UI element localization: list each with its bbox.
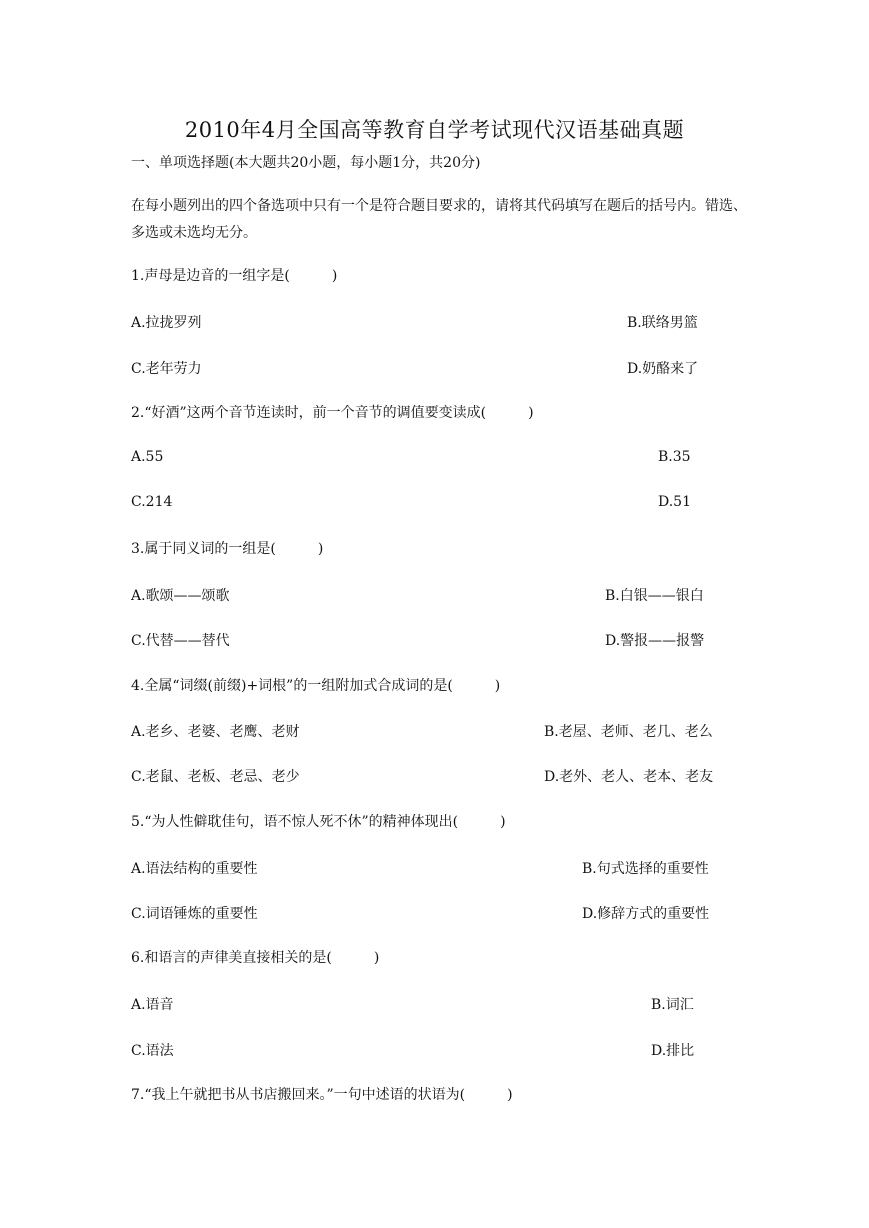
question-1-stem: 1.声母是边音的一组字是( ): [131, 268, 338, 284]
question-3-option-c: C.代替——替代: [131, 633, 230, 649]
question-4-option-c: C.老鼠、老板、老忌、老少: [131, 769, 300, 785]
question-6-option-b: B.词汇: [651, 997, 694, 1013]
question-5-stem: 5.“为人性僻耽佳句，语不惊人死不休”的精神体现出( ): [131, 814, 506, 830]
question-5-option-c: C.词语锤炼的重要性: [131, 906, 258, 922]
question-2-option-d: D.51: [658, 494, 691, 510]
question-2-stem: 2.“好酒”这两个音节连读时，前一个音节的调值要变读成( ): [131, 405, 534, 421]
question-2-option-c: C.214: [131, 494, 173, 510]
question-6-option-c: C.语法: [131, 1043, 174, 1059]
question-5-option-a: A.语法结构的重要性: [131, 861, 258, 877]
question-3-option-b: B.白银——银白: [605, 588, 704, 604]
question-1-option-a: A.拉拢罗列: [131, 315, 202, 331]
question-5-option-d: D.修辞方式的重要性: [582, 906, 710, 922]
question-4-option-b: B.老屋、老师、老几、老么: [544, 724, 713, 740]
question-1-option-c: C.老年劳力: [131, 361, 202, 377]
document-title: 2010年4月全国高等教育自学考试现代汉语基础真题: [184, 118, 685, 142]
question-3-stem: 3.属于同义词的一组是( ): [131, 541, 324, 557]
question-2-option-a: A.55: [131, 449, 164, 465]
question-5-option-b: B.句式选择的重要性: [582, 861, 709, 877]
question-3-option-a: A.歌颂——颂歌: [131, 588, 230, 604]
instructions: 在每小题列出的四个备选项中只有一个是符合题目要求的，请将其代码填写在题后的括号内。错选、多选或未选均无分。: [131, 198, 747, 241]
question-4-option-d: D.老外、老人、老本、老友: [544, 769, 714, 785]
question-6-option-d: D.排比: [651, 1043, 695, 1059]
question-6-stem: 6.和语言的声律美直接相关的是( ): [131, 950, 380, 966]
question-4-option-a: A.老乡、老婆、老鹰、老财: [131, 724, 300, 740]
question-3-option-d: D.警报——报警: [605, 633, 705, 649]
section-heading: 一、单项选择题(本大题共20小题，每小题1分，共20分): [131, 155, 481, 171]
question-4-stem: 4.全属“词缀(前缀)+词根”的一组附加式合成词的是( ): [131, 678, 501, 694]
question-6-option-a: A.语音: [131, 997, 174, 1013]
question-2-option-b: B.35: [658, 449, 691, 465]
question-7-stem: 7.“我上午就把书从书店搬回来。”一句中述语的状语为( ): [131, 1087, 513, 1103]
question-1-option-b: B.联络男篮: [627, 315, 698, 331]
question-1-option-d: D.奶酪来了: [627, 361, 699, 377]
